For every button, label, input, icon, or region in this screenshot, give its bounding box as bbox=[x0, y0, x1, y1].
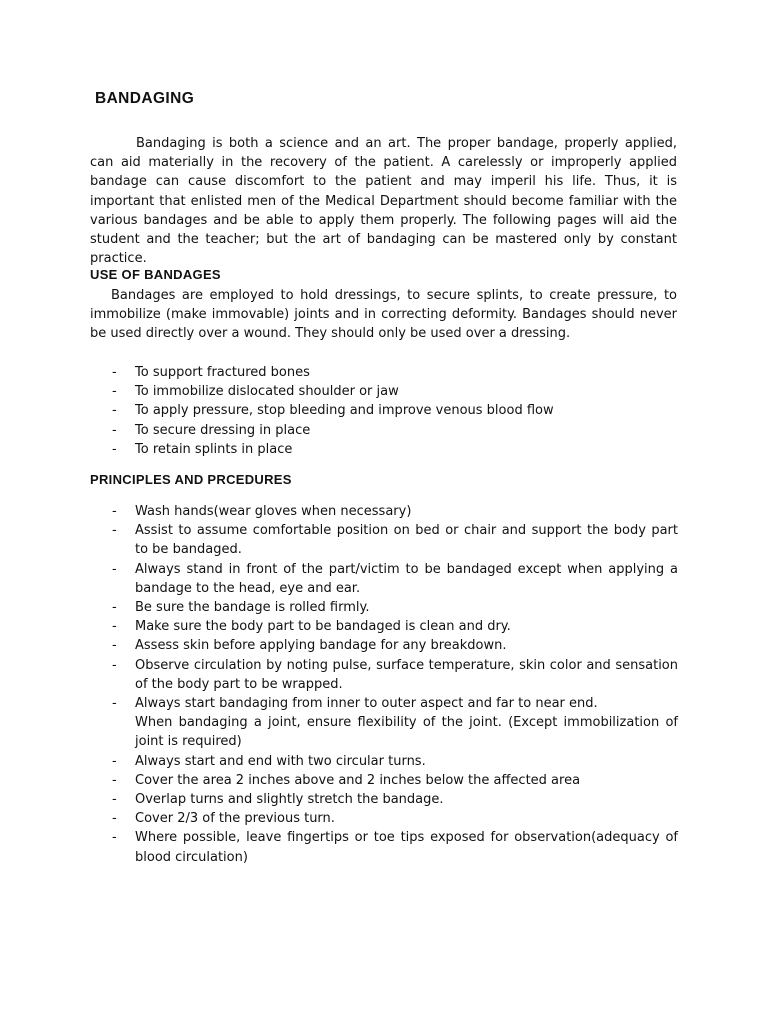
list-item bbox=[90, 656, 678, 694]
use-of-bandages-paragraph: Bandages are employed to hold dressings, to secure splints, to create pressure, to immobilize (make immovable) joints and in correcting deformity. Bandages should never be used directly over a wound. They should only be used over a dressing. bbox=[90, 288, 677, 342]
list-item-text: Overlap turns and slightly stretch the bandage. bbox=[135, 792, 444, 808]
bullet-dash: - bbox=[112, 504, 117, 519]
list-item bbox=[90, 502, 678, 521]
list-item bbox=[90, 440, 678, 459]
list-item-text: Always start bandaging from inner to outer aspect and far to near end. bbox=[135, 696, 598, 712]
list-item bbox=[90, 694, 678, 713]
use-of-bandages-heading: USE OF BANDAGES bbox=[90, 267, 221, 282]
bullet-dash: - bbox=[112, 384, 117, 400]
list-item bbox=[90, 790, 678, 809]
bullet-dash: - bbox=[112, 638, 117, 654]
list-item bbox=[90, 363, 678, 382]
list-item bbox=[90, 598, 678, 617]
list-item-text: To apply pressure, stop bleeding and improve venous blood flow bbox=[135, 403, 554, 419]
bullet-dash: - bbox=[112, 696, 117, 712]
bullet-dash: - bbox=[112, 753, 117, 769]
bullet-dash: - bbox=[112, 792, 117, 808]
list-item bbox=[90, 828, 678, 866]
list-item bbox=[90, 560, 678, 598]
list-item-text: Assess skin before applying bandage for any breakdown. bbox=[135, 638, 507, 654]
list-item-text: To secure dressing in place bbox=[135, 422, 311, 438]
list-item-text: Cover the area 2 inches above and 2 inches below the affected area bbox=[135, 772, 581, 788]
list-item-text: Observe circulation by noting pulse, surface temperature, skin color and sensation of the body part to be wrapped. bbox=[135, 657, 678, 692]
list-item-text: Be sure the bandage is rolled firmly. bbox=[135, 600, 370, 616]
list-item bbox=[90, 771, 678, 790]
principles-list bbox=[90, 502, 678, 867]
bullet-dash: - bbox=[112, 657, 117, 673]
list-item-text: Cover 2/3 of the previous turn. bbox=[135, 811, 335, 827]
list-item-text: To support fractured bones bbox=[135, 365, 310, 380]
document-title: BANDAGING bbox=[95, 90, 195, 107]
list-item bbox=[90, 401, 678, 420]
list-item bbox=[90, 809, 678, 828]
list-item-text: Wash hands(wear gloves when necessary) bbox=[135, 504, 412, 519]
bullet-dash: - bbox=[112, 811, 117, 827]
list-item bbox=[90, 421, 678, 440]
list-item-text: Where possible, leave fingertips or toe tips exposed for observation(adequacy of blood circulation) bbox=[135, 830, 678, 865]
bullet-dash: - bbox=[112, 365, 117, 380]
bullet-dash: - bbox=[112, 441, 117, 457]
bullet-dash: - bbox=[112, 422, 117, 438]
uses-list bbox=[90, 363, 678, 459]
intro-paragraph: Bandaging is both a science and an art. The proper bandage, properly applied, can aid materially in the recovery of the patient. A carelessly or improperly applied bandage can cause discomfort to the patient and may imperil his life. Thus, it is important that enlisted men of the Medical Department should become familiar with the various bandages and be able to apply them properly. The following pages will aid the student and the teacher; but the art of bandaging can be mastered only by constant practice. bbox=[90, 136, 677, 267]
list-item-text: When bandaging a joint, ensure flexibility of the joint. (Except immobilization of joint is required) bbox=[135, 715, 678, 750]
bullet-dash: - bbox=[112, 561, 117, 577]
bullet-dash: - bbox=[112, 830, 117, 846]
list-item-text: Assist to assume comfortable position on bed or chair and support the body part to be bandaged. bbox=[135, 523, 678, 558]
list-item-text: Make sure the body part to be bandaged is clean and dry. bbox=[135, 619, 511, 635]
list-item-continuation bbox=[90, 713, 678, 751]
bullet-dash: - bbox=[112, 772, 117, 788]
list-item-text: To retain splints in place bbox=[135, 441, 293, 457]
list-item bbox=[90, 752, 678, 771]
list-item-text: Always stand in front of the part/victim to be bandaged except when applying a bandage to the head, eye and ear. bbox=[135, 561, 678, 596]
list-item bbox=[90, 382, 678, 401]
bullet-dash: - bbox=[112, 600, 117, 616]
bullet-dash: - bbox=[112, 523, 117, 539]
list-item-text: To immobilize dislocated shoulder or jaw bbox=[135, 384, 399, 400]
bullet-dash: - bbox=[112, 619, 117, 635]
list-item bbox=[90, 636, 678, 655]
bullet-dash: - bbox=[112, 403, 117, 419]
list-item-text: Always start and end with two circular turns. bbox=[135, 753, 426, 769]
principles-heading: PRINCIPLES AND PRCEDURES bbox=[90, 472, 292, 487]
list-item bbox=[90, 617, 678, 636]
list-item bbox=[90, 521, 678, 559]
